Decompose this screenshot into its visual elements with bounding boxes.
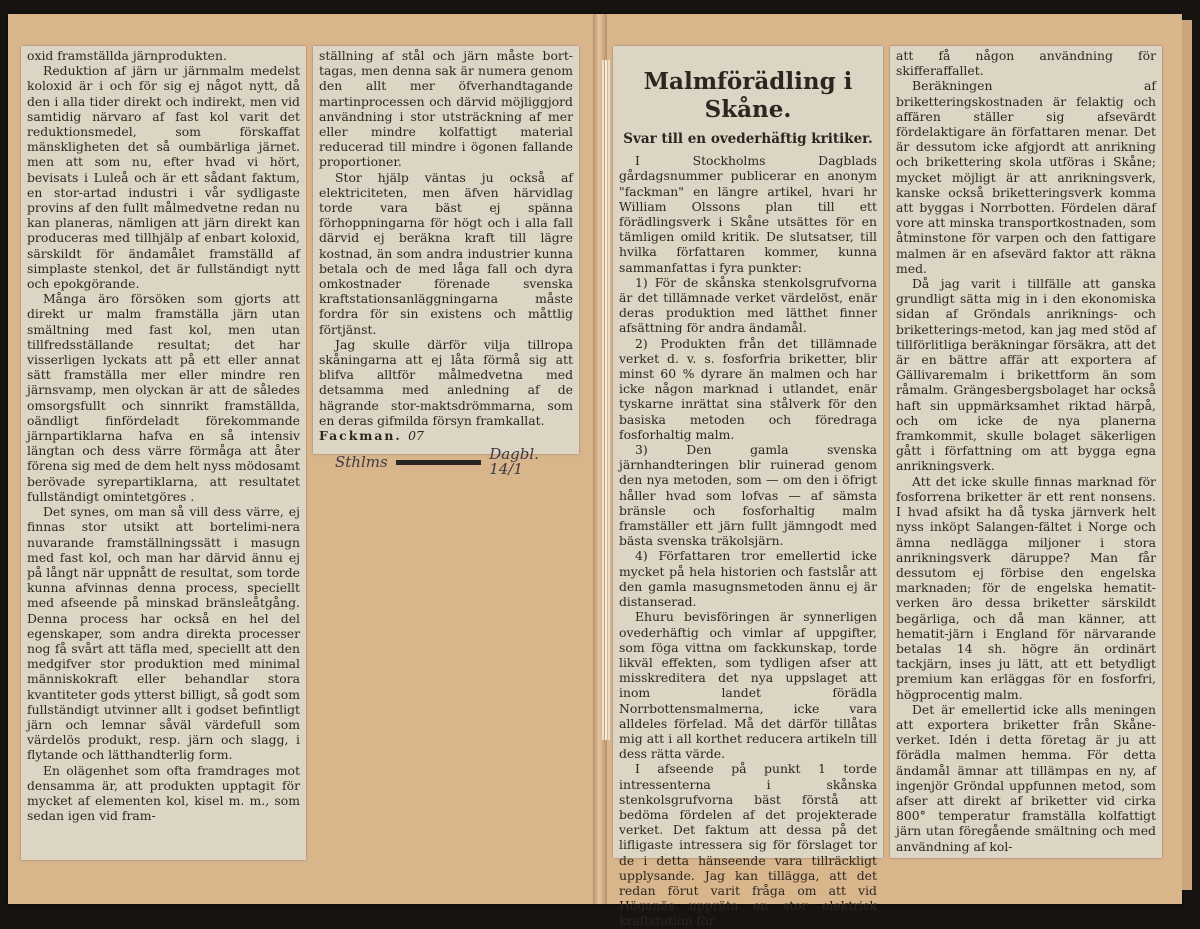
paragraph: Stor hjälp väntas ju också af elektriciteten, men äfven härvidlag torde vara bäst ej spänna förhoppningarna för högt och i alla fall därvid ej beräkna kraft till lägre kostnad, än som andra industrier kunna betala och de med låga fall och dyra omkostnader förenade svenska kraftstationsanläggningarna måste fordra för sin existens och måttlig förtjänst. [319,169,573,337]
author-signature: Fackman. 07 [319,428,424,444]
paragraph: 3) Den gamla svenska järnhandteringen blir ruinerad genom den nya metoden, som — om den i öfrigt håller hvad som lofvas — af sämsta bränsle och fosforhaltig malm framställer ett järn fullt jämngodt med bästa svenska träkolsjärn. [619,442,877,549]
handwritten-source-note [319,447,573,477]
paragraph: Reduktion af järn ur järnmalm medelst koloxid är i och för sig ej något nytt, då den i alla tider direkt och indirekt, men vid samtidig närvaro af fast kol varit det reduktionsmedel, som förskaffat mänskligheten det så oumbärliga järnet. men att som nu, efter hvad vi hört, bevisats i Luleå och är ett sådant faktum, en stor-artad industri i vår sydligaste provins af den fullt målmedvetne redan nu kan planeras, nämligen att järn direkt kan produceras med tillhjälp af enbart koloxid, särskildt för ändamålet framställd af simplaste stenkol, det är fullständigt nytt och epokgörande. [27,63,300,292]
paragraph: Många äro försöken som gjorts att direkt ur malm framställa järn utan smältning med fast kol, men utan tillfredsställande resultat; det har visserligen lyckats att på ett eller annat sätt framställa mer eller mindre ren järnsvamp, men olyckan är att de således omsorgsfullt och sinnrikt framställda, oändligt finfördeladt förekommande järnpartiklarna hafva en så intensiv längtan och dess värre förmåga att åter förena sig med de dem helt nyss mödosamt berövade syrepartiklarna, att resultatet fullständigt omintetgöres . [27,291,300,504]
paragraph: Då jag varit i tillfälle att ganska grundligt sätta mig in i den ekonomiska sidan af Gröndals anriknings- och briketterings-metod, kan jag med stöd af tillförlitliga beräkningar försäkra, att det är en bättre affär att exportera af Gällivaremalm i brikettform än som råmalm. Grängesbergsbolaget har också haft sin uppmärksamhet riktad härpå, och om icke de nya planerna framkommit, skulle bolaget säkerligen gått i författning om att bygga egna anrikningsverk. [896,276,1156,474]
paragraph: att få någon användning för skifferaffallet. [896,48,1156,79]
paragraph: Det synes, om man så vill dess värre, ej finnas stor utsikt att bortelimi-nera nuvarande framställningssätt i masugn med fast kol, och man har därvid ännu ej på långt när uppnått de resultat, som torde kunna afvinnas denna process, speciellt med afseende på minskad bränsleåtgång. Denna process har också en hel del egenskaper, som andra direkta processer nog få svårt att täfla med, speciellt att den medgifver stor produktion med minimal människokraft eller behandlar stora kvantiteter gods ytterst billigt, så godt som fullständigt utvinner allt i godset befintligt järn och lemnar såväl värdefull som värdelös produkt, resp. järn och slagg, i flytande och lätthandterlig form. [27,504,300,763]
paragraph: I Stockholms Dagblads gårdagsnummer publicerar en anonym "fackman" en längre artikel, hvari hr William Olssons plan till ett förädlingsverk i Skåne utsättes för en tämligen omild kritik. De slutsatser, till hvilka författaren kommer, kunna sammanfattas i fyra punkter: [619,153,877,275]
article-subheadline: Svar till en ovederhäftig kritiker. [623,131,873,147]
handwritten-text: Sthlms [335,452,388,471]
paragraph: En olägenhet som ofta framdrages mot densamma är, att produkten upptagit för mycket af elementen kol, kisel m. m., som sedan igen vid fram- [27,762,300,824]
clipping-column-2 [313,46,579,479]
paragraph: Att det icke skulle finnas marknad för fosforrena briketter är ett rent nonsens. I hvad afsikt ha då tyska järnverk helt nyss inköpt Salangen-fältet i Norge och ämna nedlägga miljoner i stora anrikningsverk däruppe? Man får dessutom ej förbise den engelska marknaden; för de engelska hematit-verken äro dessa briketter särskildt begärliga, och då man känner, att hematit-järn i England för närvarande betalas 14 sh. högre än ordinärt tackjärn, inses ju lätt, att ett betydligt premium kan erläggas för en fosforfri, högprocentig malm. [896,473,1156,702]
end-rule [396,460,482,465]
clipping-column-3 [613,46,883,929]
paragraph: ställning af stål och järn måste bort-tagas, men denna sak är numera genom den allt mer öfverhandtagande martinprocessen och därvid möjliggjord användning i stor utsträckning af mer eller mindre kolfattigt material reducerad till mindre i ögonen fallande proportioner. [319,48,573,170]
clipping-column-4 [890,46,1162,858]
paragraph: oxid framställda järnprodukten. [27,48,227,63]
paragraph: I afseende på punkt 1 torde intressenterna i skånska stenkolsgrufvorna bäst förstå att bedöma fördelen af det projekterade verket. Det faktum att dessa på det lifligaste intressera sig för förslaget tor de i detta hänseende vara tillräckligt upplysande. Jag kan tillägga, att det redan förut varit fråga om att vid Höganäs uppräta en stor elektrisk kraftstation för [619,761,877,929]
clipping-column-1 [21,46,306,860]
paragraph: 1) För de skånska stenkolsgrufvorna är det tillämnade verket värdelöst, enär deras produktion med lätthet finner afsättning för andra ändamål. [619,274,877,336]
page-edge [1182,20,1192,890]
article-headline: Malmförädling i Skåne. [643,68,853,123]
paragraph: Beräkningen af briketteringskostnaden är felaktig och affären ställer sig afsevärdt fördelaktigare än författaren menar. Det är dessutom icke afgjordt att anrikning och brikettering skola utföras i Skåne; mycket möjligt är att anrikningsverk, kanske också briketteringsverk komma att byggas i Norrbotten. Fördelen däraf vore att minska transportkostnaden, som åtminstone för varpen och den fattigare malmen är en afsevärd faktor att räkna med. [896,78,1156,276]
binding-thread [596,60,616,740]
paragraph: Ehuru bevisföringen är synnerligen ovederhäftig och vimlar af uppgifter, som föga vittna om fackkunskap, torde likväl effekten, som tydligen afser att misskreditera det nya uppslaget att inom landet förädla Norrbottensmalmerna, icke vara alldeles förfelad. Må det därför tillåtas mig att i all korthet reducera artikeln till dess rätta värde. [619,609,877,762]
paragraph: Jag skulle därför vilja tillropa skåningarna att ej låta förmå sig att blifva alltför målmedvetna med detsamma med anledning af de hägrande stor-maktsdrömmarna, som en deras gifmilda försyn framkallat. [319,336,573,428]
paragraph: 4) Författaren tror emellertid icke mycket på hela historien och fastslår att den gamla masugnsmetoden ännu ej är distanserad. [619,548,877,610]
paragraph: 2) Produkten från det tillämnade verket d. v. s. fosforfria briketter, blir minst 60 % dyrare än malmen och har icke någon marknad i utlandet, enär tyskarne inrättat sina stålverk för den basiska metoden och föredraga fosforhaltig malm. [619,335,877,442]
handwritten-text: Dagbl. 14/1 [489,445,539,479]
paragraph: Det är emellertid icke alls meningen att exportera briketter från Skåne-verket. Idén i detta företag är ju att förädla malmen hemma. För detta ändamål ämnar att tillämpas en ny, af ingenjör Gröndal uppfunnen metod, som afser att direkt af briketter vid cirka 800° temperatur framställa kolfattigt järn utan föregående smältning och med användning af kol- [896,701,1156,854]
